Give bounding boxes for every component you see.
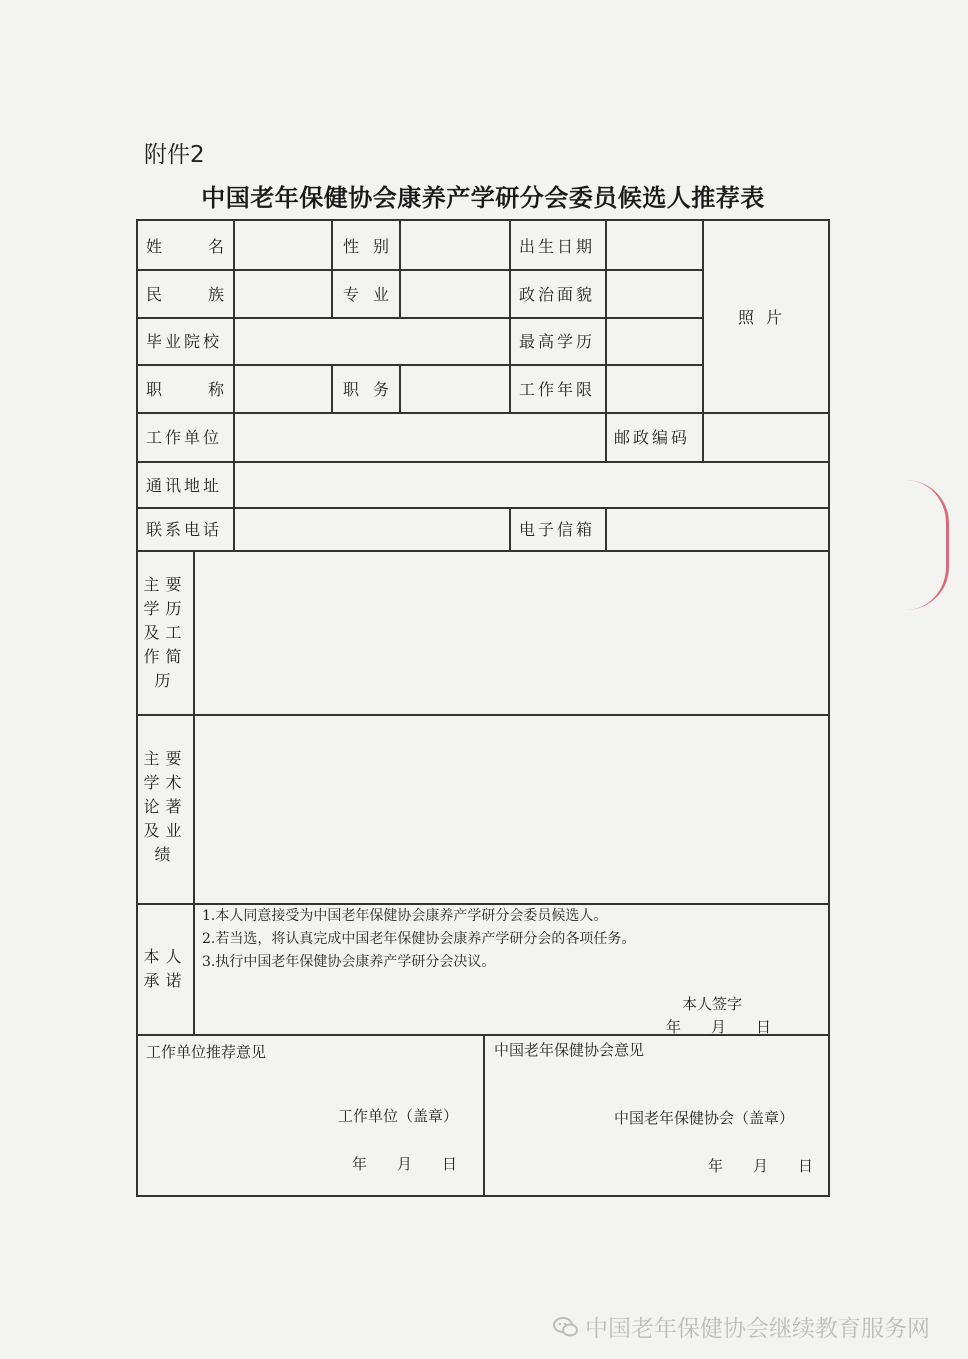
- label-achievements: 主要 学术 论著 及业 绩: [143, 749, 188, 864]
- association-opinion-date: 年 月 日: [708, 1157, 814, 1175]
- label-education: 最高学历: [519, 332, 596, 351]
- pledge-date: 年 月 日: [666, 1018, 772, 1036]
- birth-field[interactable]: [607, 221, 701, 269]
- email-field[interactable]: [607, 507, 828, 550]
- pledge-item: 3.执行中国老年保健协会康养产学研分会决议。: [202, 954, 496, 970]
- signature-field[interactable]: [738, 989, 798, 1013]
- address-field[interactable]: [235, 461, 828, 507]
- education-field[interactable]: [607, 317, 701, 364]
- label-gender: 性别: [343, 236, 404, 256]
- label-ethnicity: 民族: [146, 284, 271, 304]
- label-name: 姓名: [146, 236, 271, 256]
- signature-label: 本人签字: [682, 995, 743, 1013]
- label-phone: 联系电话: [146, 520, 223, 539]
- gender-field[interactable]: [401, 221, 508, 269]
- watermark: [553, 1310, 930, 1343]
- association-seal-label: 中国老年保健协会（盖章）: [614, 1109, 795, 1127]
- recommendation-form: [136, 219, 830, 1197]
- years-field[interactable]: [607, 364, 701, 412]
- political-field[interactable]: [607, 269, 701, 317]
- achievements-field[interactable]: [195, 716, 828, 903]
- title-field[interactable]: [235, 364, 330, 412]
- watermark-text: 中国老年保健协会继续教育服务网: [585, 1316, 930, 1342]
- major-field[interactable]: [401, 269, 508, 317]
- resume-field[interactable]: [195, 552, 828, 714]
- label-title: 职称: [146, 379, 271, 399]
- employer-opinion-date: 年 月 日: [352, 1155, 458, 1173]
- association-opinion-title: 中国老年保健协会意见: [494, 1041, 645, 1059]
- name-field[interactable]: [235, 221, 330, 269]
- phone-field[interactable]: [235, 507, 508, 550]
- school-field[interactable]: [235, 317, 508, 364]
- label-pledge: 本人 承诺: [143, 947, 188, 990]
- label-political: 政治面貌: [519, 284, 596, 304]
- photo-box[interactable]: 照片: [737, 308, 794, 327]
- ethnicity-field[interactable]: [235, 269, 330, 317]
- employer-seal-label: 工作单位（盖章）: [338, 1107, 459, 1125]
- association-opinion-field[interactable]: [486, 1066, 826, 1186]
- label-years: 工作年限: [519, 379, 596, 399]
- wechat-icon: [553, 1316, 579, 1338]
- form-title: 中国老年保健协会康养产学研分会委员候选人推荐表: [201, 184, 765, 212]
- label-major: 专业: [343, 284, 404, 304]
- label-position: 职务: [343, 379, 404, 399]
- pledge-item: 1.本人同意接受为中国老年保健协会康养产学研分会委员候选人。: [202, 908, 608, 924]
- label-address: 通讯地址: [146, 475, 223, 495]
- label-school: 毕业院校: [146, 332, 223, 351]
- employer-field[interactable]: [235, 412, 604, 461]
- postcode-field[interactable]: [704, 412, 828, 461]
- employer-opinion-title: 工作单位推荐意见: [146, 1043, 267, 1061]
- red-seal-fragment: [906, 480, 949, 610]
- label-postcode: 邮政编码: [614, 428, 691, 447]
- label-birth: 出生日期: [519, 236, 596, 256]
- employer-opinion-field[interactable]: [140, 1066, 480, 1186]
- label-employer: 工作单位: [146, 428, 223, 447]
- label-resume: 主要 学历 及工 作简 历: [143, 575, 188, 690]
- pledge-item: 2.若当选，将认真完成中国老年保健协会康养产学研分会的各项任务。: [202, 931, 636, 947]
- position-field[interactable]: [401, 364, 508, 412]
- label-email: 电子信箱: [519, 520, 596, 539]
- attachment-label: 附件2: [144, 142, 205, 168]
